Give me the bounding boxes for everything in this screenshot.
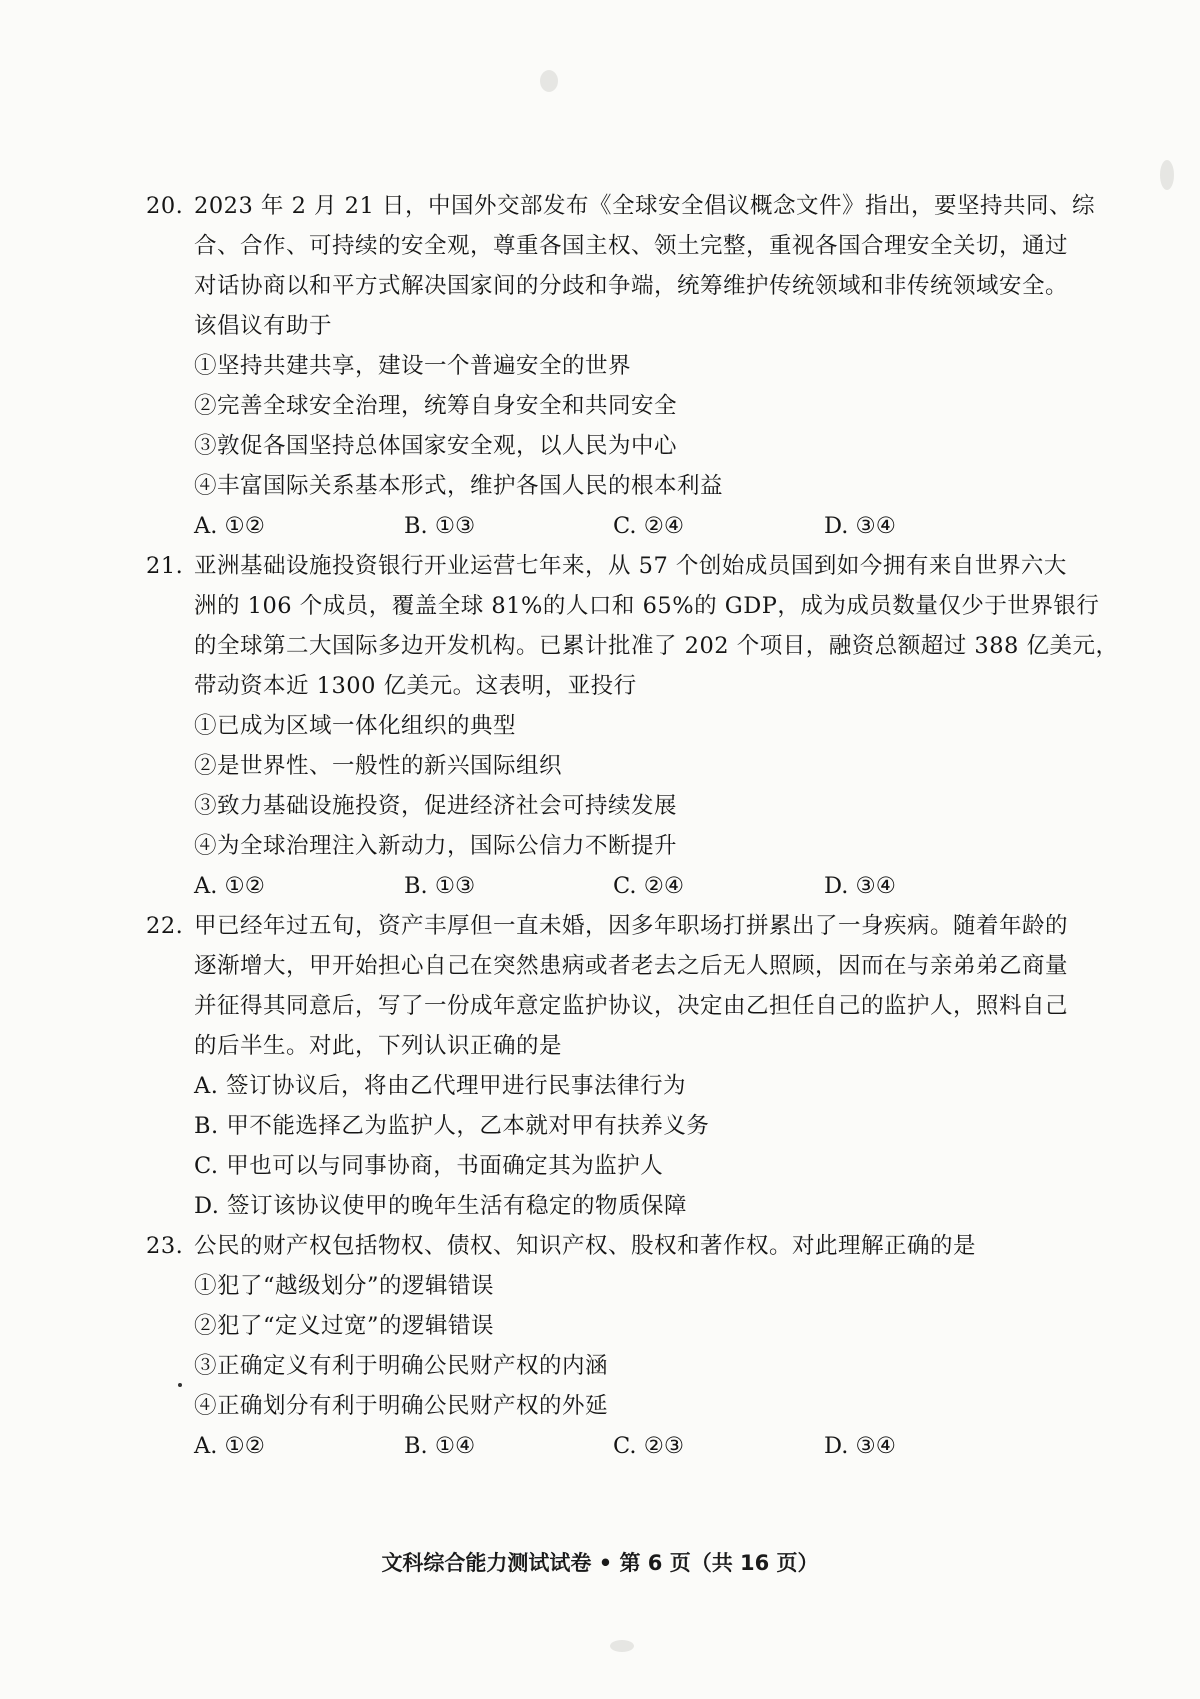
question-stem-line xyxy=(146,546,1067,586)
choice-d[interactable]: D. ③④ xyxy=(824,1433,896,1459)
question-21 xyxy=(146,546,1119,906)
question-stem-line: 带动资本近 1300 亿美元。这表明，亚投行 xyxy=(194,673,637,699)
question-number: 23. xyxy=(146,1233,184,1259)
statement-item: ③致力基础设施投资，促进经济社会可持续发展 xyxy=(194,793,678,819)
choice-c[interactable]: C. ②③ xyxy=(613,1433,685,1459)
choice-d[interactable]: D. ③④ xyxy=(824,873,896,899)
choice-a[interactable]: A. 签订协议后，将由乙代理甲进行民事法律行为 xyxy=(194,1073,687,1099)
statement-item: ②完善全球安全治理，统筹自身安全和共同安全 xyxy=(194,393,678,419)
question-stem-line: 逐渐增大，甲开始担心自己在突然患病或者老去之后无人照顾，因而在与亲弟弟乙商量 xyxy=(194,953,1069,979)
statement-item: ④为全球治理注入新动力，国际公信力不断提升 xyxy=(194,833,678,859)
question-stem-text: 亚洲基础设施投资银行开业运营七年来，从 57 个创始成员国到如今拥有来自世界六大 xyxy=(194,553,1067,579)
stray-mark xyxy=(178,1383,182,1387)
statement-item: ②是世界性、一般性的新兴国际组织 xyxy=(194,753,563,779)
question-20 xyxy=(146,186,1095,546)
question-number: 21. xyxy=(146,553,184,579)
question-stem-text: 公民的财产权包括物权、债权、知识产权、股权和著作权。对此理解正确的是 xyxy=(194,1233,977,1259)
choice-b[interactable]: B. ①④ xyxy=(404,1433,476,1459)
choice-a[interactable]: A. ①② xyxy=(194,513,265,539)
statement-item: ①坚持共建共享，建设一个普遍安全的世界 xyxy=(194,353,632,379)
choice-b[interactable]: B. 甲不能选择乙为监护人，乙本就对甲有扶养义务 xyxy=(194,1113,710,1139)
statement-item: ③敦促各国坚持总体国家安全观，以人民为中心 xyxy=(194,433,678,459)
statement-item: ③正确定义有利于明确公民财产权的内涵 xyxy=(194,1353,609,1379)
question-stem-line: 该倡议有助于 xyxy=(194,313,333,339)
question-number: 22. xyxy=(146,913,184,939)
question-stem-line: 合、合作、可持续的安全观，尊重各国主权、领土完整，重视各国合理安全关切，通过 xyxy=(194,233,1069,259)
choice-a[interactable]: A. ①② xyxy=(194,1433,265,1459)
question-22 xyxy=(146,906,1069,1226)
question-number: 20. xyxy=(146,193,184,219)
choice-c[interactable]: C. ②④ xyxy=(613,873,685,899)
question-stem-text: 甲已经年过五旬，资产丰厚但一直未婚，因多年职场打拼累出了一身疾病。随着年龄的 xyxy=(194,913,1069,939)
question-stem-line xyxy=(146,1226,1046,1266)
statement-item: ④丰富国际关系基本形式，维护各国人民的根本利益 xyxy=(194,473,724,499)
question-23 xyxy=(146,1226,1046,1466)
scan-speck xyxy=(540,70,558,92)
question-stem-line: 对话协商以和平方式解决国家间的分歧和争端，统筹维护传统领域和非传统领域安全。 xyxy=(194,273,1069,299)
question-stem-text: 2023 年 2 月 21 日，中国外交部发布《全球安全倡议概念文件》指出，要坚持共同、综 xyxy=(194,193,1095,219)
statement-item: ②犯了“定义过宽”的逻辑错误 xyxy=(194,1313,495,1339)
scan-speck xyxy=(610,1640,634,1652)
question-stem-line: 洲的 106 个成员，覆盖全球 81%的人口和 65%的 GDP，成为成员数量仅少于世界银行 xyxy=(194,593,1100,619)
question-stem-line: 的全球第二大国际多边开发机构。已累计批准了 202 个项目，融资总额超过 388 亿美元， xyxy=(194,633,1119,659)
statement-item: ①已成为区域一体化组织的典型 xyxy=(194,713,517,739)
statement-item: ④正确划分有利于明确公民财产权的外延 xyxy=(194,1393,609,1419)
choice-d[interactable]: D. 签订该协议使甲的晚年生活有稳定的物质保障 xyxy=(194,1193,688,1219)
choice-c[interactable]: C. 甲也可以与同事协商，书面确定其为监护人 xyxy=(194,1153,664,1179)
question-stem-line xyxy=(146,186,1095,226)
choice-c[interactable]: C. ②④ xyxy=(613,513,685,539)
choice-b[interactable]: B. ①③ xyxy=(404,873,476,899)
statement-item: ①犯了“越级划分”的逻辑错误 xyxy=(194,1273,495,1299)
choice-b[interactable]: B. ①③ xyxy=(404,513,476,539)
choice-a[interactable]: A. ①② xyxy=(194,873,265,899)
question-stem-line: 的后半生。对此，下列认识正确的是 xyxy=(194,1033,563,1059)
answer-choices xyxy=(146,1426,1046,1466)
answer-choices xyxy=(146,866,1046,906)
scan-speck xyxy=(1160,160,1174,190)
question-stem-line xyxy=(146,906,1069,946)
choice-d[interactable]: D. ③④ xyxy=(824,513,896,539)
answer-choices xyxy=(146,506,1046,546)
question-stem-line: 并征得其同意后，写了一份成年意定监护协议，决定由乙担任自己的监护人，照料自己 xyxy=(194,993,1069,1019)
page-footer: 文科综合能力测试试卷 • 第 6 页（共 16 页） xyxy=(381,1551,819,1575)
